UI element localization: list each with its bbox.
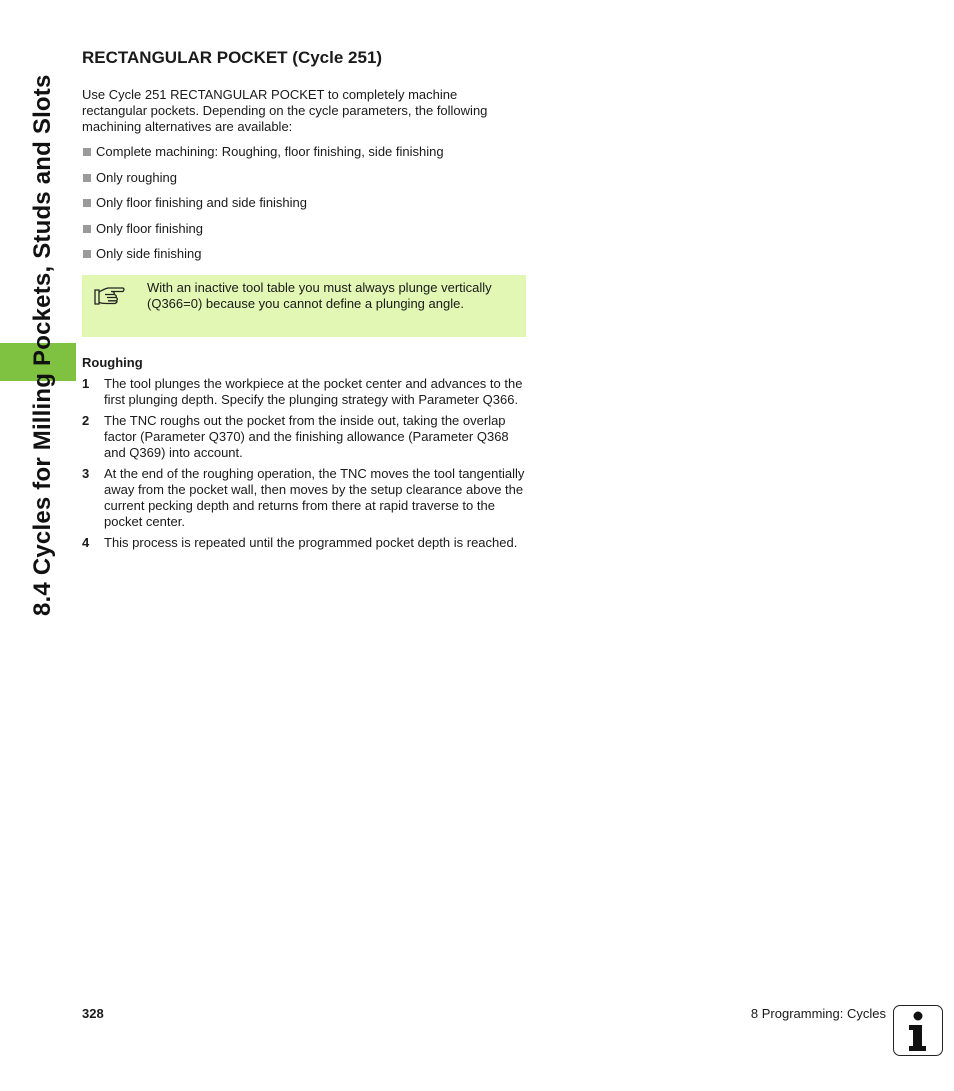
list-item: Complete machining: Roughing, floor finishing, side finishing: [82, 144, 444, 170]
step-text: The TNC roughs out the pocket from the inside out, taking the overlap factor (Parameter Q370) and the finishing allowance (Parameter Q368 and Q369) into account.: [104, 413, 509, 460]
roughing-steps: [82, 376, 526, 556]
page-number: 328: [82, 1006, 104, 1021]
step-number: 1: [82, 376, 90, 391]
step-number: 2: [82, 413, 90, 428]
square-bullet-icon: [83, 199, 91, 207]
note-box: [82, 275, 526, 337]
list-item: [82, 535, 526, 551]
intro-paragraph: Use Cycle 251 RECTANGULAR POCKET to completely machine rectangular pockets. Depending on the cycle parameters, the following machining alternatives are available:: [82, 87, 488, 134]
note-text: With an inactive tool table you must always plunge vertically (Q366=0) because you cannot define a plunging angle.: [147, 280, 492, 311]
list-item: [82, 466, 526, 530]
square-bullet-icon: [83, 250, 91, 258]
section-heading: RECTANGULAR POCKET (Cycle 251): [82, 48, 383, 67]
step-text: At the end of the roughing operation, the TNC moves the tool tangentially away from the pocket wall, then moves by the setup clearance above the current pecking depth and returns from there at rapid traverse to the pocket center.: [104, 466, 525, 529]
square-bullet-icon: [83, 174, 91, 182]
info-icon: [893, 1005, 943, 1056]
alternatives-list: [82, 144, 444, 272]
square-bullet-icon: [83, 148, 91, 156]
step-number: 3: [82, 466, 90, 481]
list-item: Only floor finishing and side finishing: [82, 195, 444, 221]
square-bullet-icon: [83, 225, 91, 233]
list-item: Only roughing: [82, 170, 444, 196]
list-item: [82, 376, 526, 408]
step-text: The tool plunges the workpiece at the pocket center and advances to the first plunging depth. Specify the plunging strategy with Parameter Q366.: [104, 376, 523, 407]
list-item: Only floor finishing: [82, 221, 444, 247]
list-item: [82, 413, 526, 461]
step-number: 4: [82, 535, 90, 550]
footer-chapter: 8 Programming: Cycles: [750, 1006, 886, 1021]
roughing-subheading: Roughing: [82, 355, 143, 370]
pointing-hand-icon: [92, 284, 126, 308]
step-text: This process is repeated until the programmed pocket depth is reached.: [104, 535, 518, 550]
list-item: Only side finishing: [82, 246, 444, 272]
chapter-side-title: 8.4 Cycles for Milling Pockets, Studs and Slots: [29, 74, 56, 616]
